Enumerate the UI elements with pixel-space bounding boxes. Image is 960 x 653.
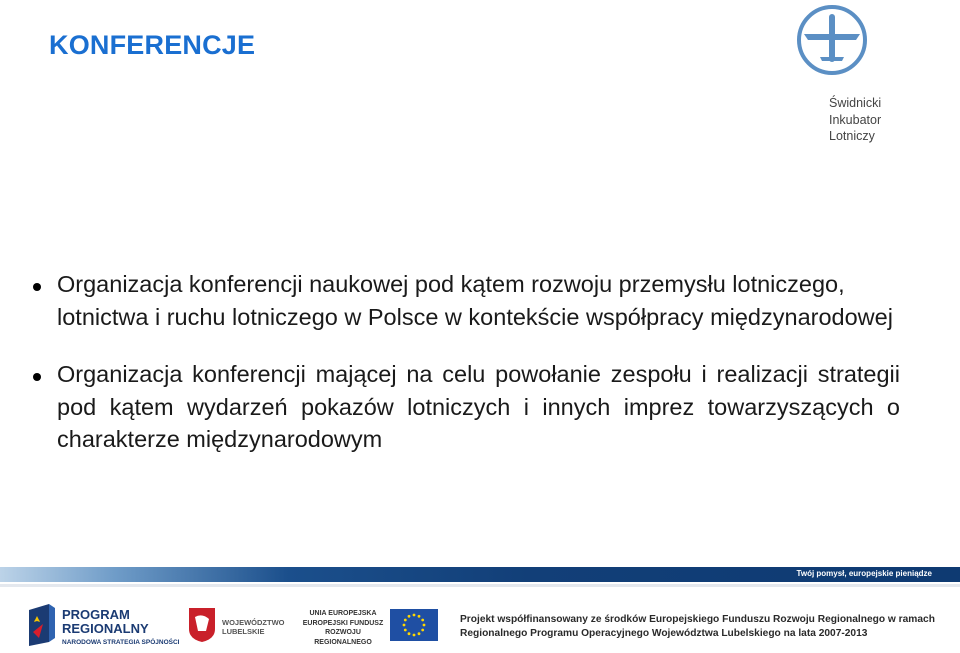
airplane-logo-icon	[796, 4, 868, 76]
program-regionalny-logo-icon	[27, 602, 57, 648]
voivodeship-line-2: LUBELSKIE	[222, 627, 265, 636]
voivodeship-line-1: WOJEWÓDZTWO	[222, 618, 285, 627]
footer-divider	[0, 584, 960, 587]
logo-line-3: Lotniczy	[829, 129, 875, 143]
eu-line-2: EUROPEJSKI FUNDUSZ	[302, 619, 384, 627]
program-regionalny-text	[62, 608, 149, 636]
program-line-1: PROGRAM	[62, 607, 130, 622]
eu-flag-icon	[390, 609, 438, 641]
bullet-list	[30, 268, 900, 456]
logo-line-1: Świdnicki	[829, 96, 882, 110]
project-funding-text	[460, 613, 935, 641]
voivodeship-text	[222, 618, 285, 636]
logo-text	[829, 95, 881, 145]
slide-title: KONFERENCJE	[49, 30, 256, 60]
bullet-item-1: Organizacja konferencji naukowej pod kątem rozwoju przemysłu lotniczego, lotnictwa i ruchu lotniczego w Polsce w kontekście współpracy międzynarodowej	[30, 268, 900, 333]
footer-slogan: Twój pomysł, europejskie pieniądze	[796, 569, 932, 578]
program-subtitle: NARODOWA STRATEGIA SPÓJNOŚCI	[62, 639, 180, 646]
eu-fund-text	[300, 609, 386, 647]
eu-line-3: ROZWOJU REGIONALNEGO	[314, 629, 372, 646]
lubelskie-coat-of-arms-icon	[188, 607, 216, 643]
bullet-item-2: Organizacja konferencji mającej na celu powołanie zespołu i realizacji strategii pod kątem wydarzeń pokazów lotniczych i innych imprez towarzyszących o charakterze międzynarodowym	[30, 358, 900, 456]
logo-line-2: Inkubator	[829, 112, 882, 127]
project-line-2: Regionalnego Programu Operacyjnego Województwa Lubelskiego na lata 2007-2013	[460, 628, 868, 639]
eu-line-1: UNIA EUROPEJSKA	[309, 610, 377, 617]
project-line-1: Projekt współfinansowany ze środków Europejskiego Funduszu Rozwoju Regionalnego w ramach	[460, 614, 935, 625]
program-line-2: REGIONALNY	[62, 621, 149, 636]
